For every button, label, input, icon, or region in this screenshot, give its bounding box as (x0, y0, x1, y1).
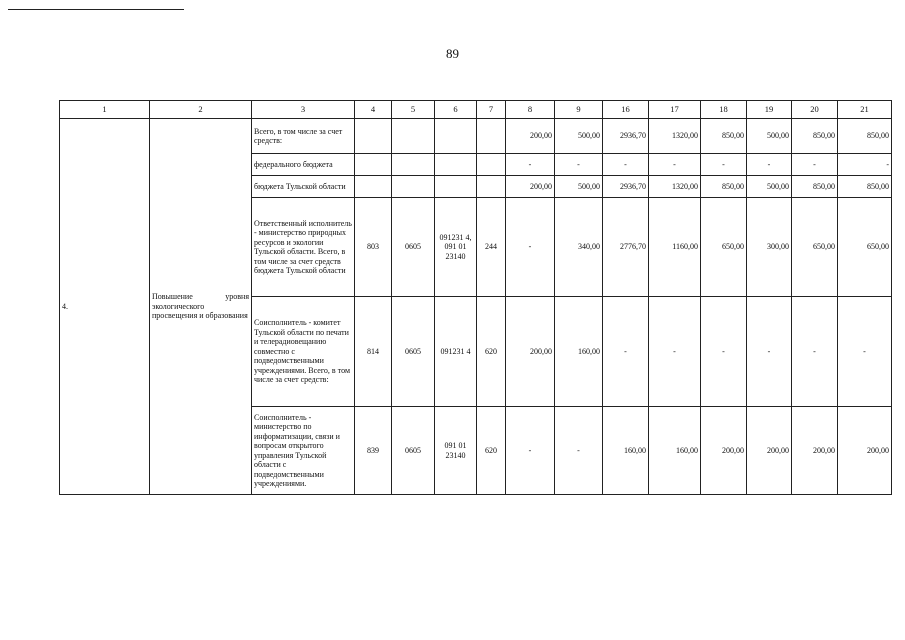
target-cell: 091231 4, 091 01 23140 (435, 198, 477, 297)
item-number: 4. (60, 119, 150, 495)
value-cell: - (747, 154, 792, 176)
expense-type-cell: 244 (477, 198, 506, 297)
value-cell: 200,00 (838, 407, 892, 495)
value-cell: - (603, 297, 649, 407)
col-header: 21 (838, 101, 892, 119)
value-cell: - (506, 407, 555, 495)
value-cell: 160,00 (555, 297, 603, 407)
value-cell: - (555, 407, 603, 495)
value-cell: 200,00 (506, 176, 555, 198)
value-cell: 500,00 (747, 176, 792, 198)
budget-table (59, 100, 892, 495)
value-cell: - (838, 154, 892, 176)
value-cell: 200,00 (701, 407, 747, 495)
kbk-cell: 814 (355, 297, 392, 407)
value-cell: - (506, 198, 555, 297)
col-header: 8 (506, 101, 555, 119)
value-cell: 850,00 (792, 119, 838, 154)
value-cell: 650,00 (838, 198, 892, 297)
col-header: 5 (392, 101, 435, 119)
kbk-cell (355, 176, 392, 198)
source-cell: Соисполнитель - комитет Тульской области по печати и телерадиовещанию совместно с подведомственными учреждениями. Всего, в том числе за счет средств: (252, 297, 355, 407)
value-cell: 850,00 (838, 176, 892, 198)
value-cell: - (649, 154, 701, 176)
page-number: 89 (446, 46, 459, 61)
value-cell: 850,00 (838, 119, 892, 154)
expense-type-cell (477, 154, 506, 176)
value-cell: 500,00 (555, 176, 603, 198)
expense-type-cell: 620 (477, 297, 506, 407)
kbk-cell (355, 119, 392, 154)
value-cell: 2936,70 (603, 119, 649, 154)
value-cell: - (747, 297, 792, 407)
top-rule (8, 9, 184, 10)
target-cell: 091231 4 (435, 297, 477, 407)
col-header: 9 (555, 101, 603, 119)
value-cell: - (603, 154, 649, 176)
target-cell: 091 01 23140 (435, 407, 477, 495)
col-header: 20 (792, 101, 838, 119)
source-cell: Ответственный исполнитель - министерство природных ресурсов и экологии Тульской области. Всего, в том числе за счет средств бюджета Тульской области (252, 198, 355, 297)
item-name: Повышение уровня экологического просвещения и образования (150, 119, 252, 495)
section-cell: 0605 (392, 198, 435, 297)
col-header: 17 (649, 101, 701, 119)
col-header: 18 (701, 101, 747, 119)
value-cell: 200,00 (506, 119, 555, 154)
value-cell: 500,00 (555, 119, 603, 154)
col-header: 2 (150, 101, 252, 119)
source-cell: Всего, в том числе за счет средств: (252, 119, 355, 154)
value-cell: 200,00 (792, 407, 838, 495)
target-cell (435, 176, 477, 198)
header-row (60, 101, 892, 119)
value-cell: 850,00 (701, 119, 747, 154)
col-header: 7 (477, 101, 506, 119)
section-cell (392, 119, 435, 154)
source-cell: бюджета Тульской области (252, 176, 355, 198)
value-cell: - (701, 154, 747, 176)
value-cell: 500,00 (747, 119, 792, 154)
value-cell: 650,00 (701, 198, 747, 297)
target-cell (435, 154, 477, 176)
value-cell: 1320,00 (649, 119, 701, 154)
kbk-cell (355, 154, 392, 176)
col-header: 4 (355, 101, 392, 119)
value-cell: 650,00 (792, 198, 838, 297)
source-cell: Соисполнитель - министерство по информатизации, связи и вопросам открытого управления Тульской области с подведомственными учреждениями. (252, 407, 355, 495)
value-cell: 1320,00 (649, 176, 701, 198)
section-cell (392, 154, 435, 176)
value-cell: 1160,00 (649, 198, 701, 297)
value-cell: 200,00 (747, 407, 792, 495)
value-cell: - (506, 154, 555, 176)
table-row (60, 119, 892, 154)
value-cell: 850,00 (701, 176, 747, 198)
value-cell: - (649, 297, 701, 407)
value-cell: 850,00 (792, 176, 838, 198)
kbk-cell: 803 (355, 198, 392, 297)
value-cell: 160,00 (649, 407, 701, 495)
value-cell: 2776,70 (603, 198, 649, 297)
col-header: 3 (252, 101, 355, 119)
value-cell: 300,00 (747, 198, 792, 297)
expense-type-cell: 620 (477, 407, 506, 495)
source-cell: федерального бюджета (252, 154, 355, 176)
target-cell (435, 119, 477, 154)
col-header: 19 (747, 101, 792, 119)
col-header: 6 (435, 101, 477, 119)
value-cell: 340,00 (555, 198, 603, 297)
expense-type-cell (477, 176, 506, 198)
expense-type-cell (477, 119, 506, 154)
value-cell: 200,00 (506, 297, 555, 407)
value-cell: 2936,70 (603, 176, 649, 198)
col-header: 1 (60, 101, 150, 119)
section-cell (392, 176, 435, 198)
col-header: 16 (603, 101, 649, 119)
value-cell: - (792, 297, 838, 407)
value-cell: - (792, 154, 838, 176)
kbk-cell: 839 (355, 407, 392, 495)
value-cell: - (838, 297, 892, 407)
value-cell: - (555, 154, 603, 176)
section-cell: 0605 (392, 297, 435, 407)
value-cell: 160,00 (603, 407, 649, 495)
section-cell: 0605 (392, 407, 435, 495)
value-cell: - (701, 297, 747, 407)
